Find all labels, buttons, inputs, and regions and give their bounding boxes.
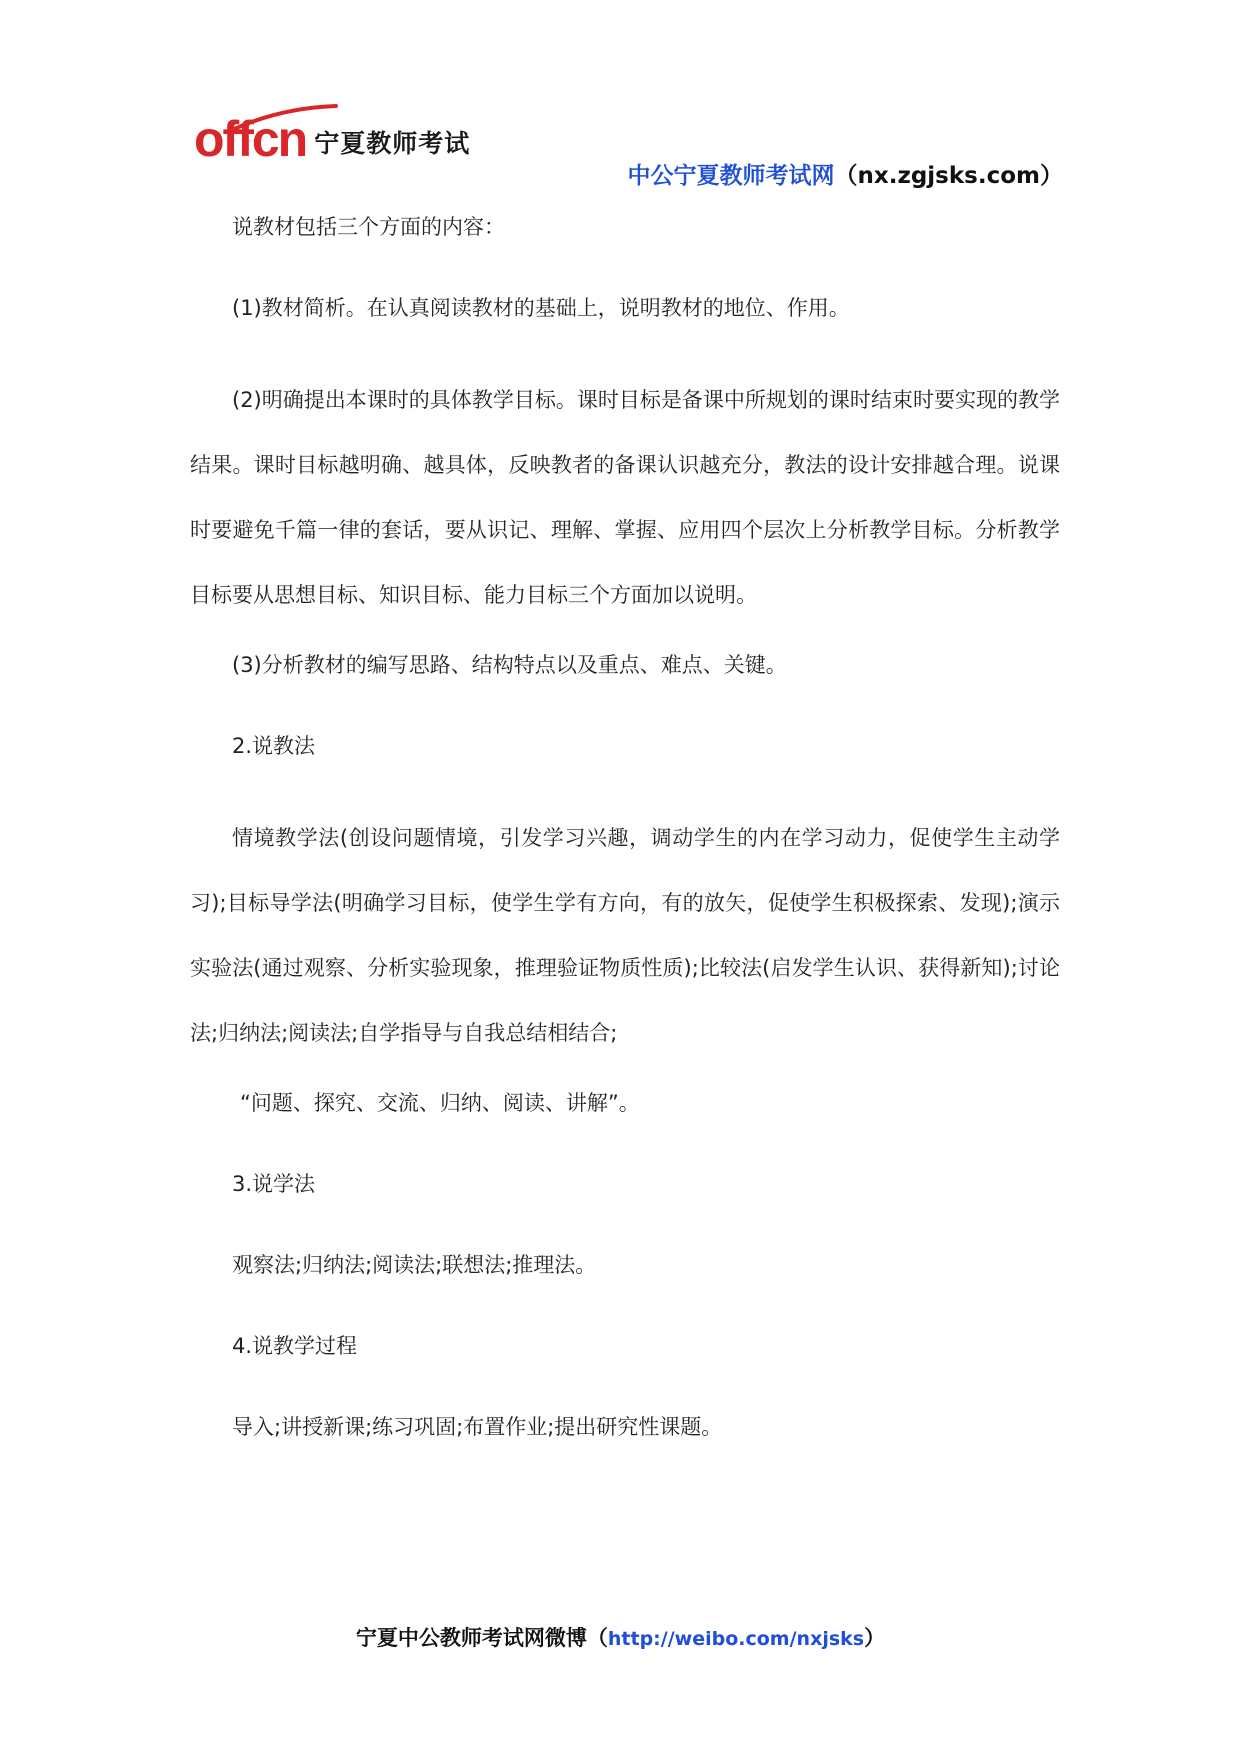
paragraph-learning-methods: 观察法;归纳法;阅读法;联想法;推理法。 [232, 1253, 597, 1277]
paragraph-item-1: (1)教材简析。在认真阅读教材的基础上，说明教材的地位、作用。 [232, 296, 850, 320]
logo-swoosh-icon [230, 104, 340, 134]
footer-close: ） [864, 1626, 886, 1650]
site-url-close: ） [1040, 163, 1063, 189]
section-heading-teaching-process: 4.说教学过程 [232, 1334, 358, 1358]
section-heading-learning-method: 3.说学法 [232, 1172, 316, 1196]
logo-mark [194, 111, 307, 167]
paragraph-intro: 说教材包括三个方面的内容： [232, 215, 505, 239]
paragraph-teaching-process: 导入;讲授新课;练习巩固;布置作业;提出研究性课题。 [232, 1415, 723, 1439]
footer-weibo-link[interactable]: http://weibo.com/nxjsks [607, 1628, 865, 1650]
footer [0, 1622, 1241, 1652]
site-header-line [628, 157, 1064, 190]
paragraph-quote: “问题、探究、交流、归纳、阅读、讲解”。 [240, 1091, 640, 1115]
paragraph-teaching-methods: 情境教学法(创设问题情境，引发学习兴趣，调动学生的内在学习动力，促使学生主动学习);目标导学法(明确学习目标，使学生学有方向，有的放矢，促使学生积极探索、发现);演示实验法(通过观察、分析实验现象，推理验证物质性质);比较法(启发学生认识、获得新知);讨论法;归纳法;阅读法;自学指导与自我总结相结合; [190, 826, 1060, 1045]
footer-text: 宁夏中公教师考试网微博（ [355, 1626, 608, 1650]
site-url-open: （ [834, 163, 858, 189]
site-url[interactable]: nx.zgjsks.com [857, 163, 1040, 189]
logo-text: 宁夏教师考试 [314, 129, 471, 158]
offcn-logo [194, 104, 471, 167]
document-body [190, 206, 1060, 1487]
site-name-link[interactable]: 中公宁夏教师考试网 [627, 163, 835, 189]
paragraph-item-2: (2)明确提出本课时的具体教学目标。课时目标是备课中所规划的课时结束时要实现的教学结果。课时目标越明确、越具体，反映教者的备课认识越充分，教法的设计安排越合理。说课时要避免千篇一律的套话，要从识记、理解、掌握、应用四个层次上分析教学目标。分析教学目标要从思想目标、知识目标、能力目标三个方面加以说明。 [190, 388, 1060, 607]
logo-mark-text: offcn [194, 111, 307, 167]
section-heading-teaching-method: 2.说教法 [232, 734, 316, 758]
paragraph-item-3: (3)分析教材的编写思路、结构特点以及重点、难点、关键。 [232, 653, 787, 677]
